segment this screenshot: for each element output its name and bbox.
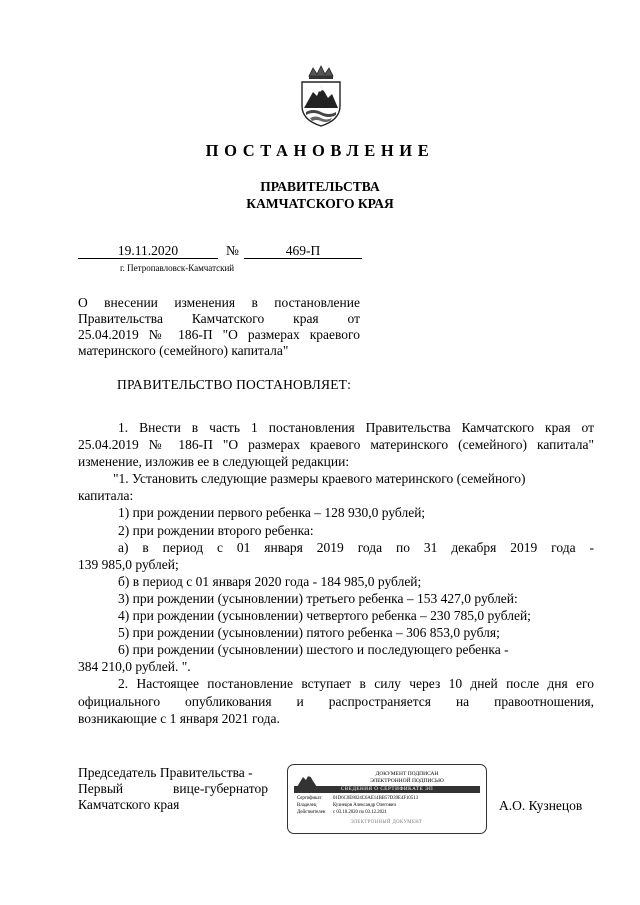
signer-name: А.О. Кузнецов xyxy=(499,798,583,813)
body-line: официального опубликования и распространяется на правоотношения, xyxy=(78,693,594,709)
stamp-row-validity xyxy=(297,810,387,816)
stamp-value: Кузнецов Александр Олегович xyxy=(333,803,396,808)
issuer-line-1: ПРАВИТЕЛЬСТВА xyxy=(260,179,380,194)
electronic-signature-stamp xyxy=(287,764,487,834)
signatory-position xyxy=(78,765,268,813)
list-item: 4) при рождении (усыновлении) четвертого ребенка – 230 785,0 рублей; xyxy=(118,608,531,624)
issuer xyxy=(0,178,640,212)
list-item: б) в период с 01 января 2020 года - 184 985,0 рублей; xyxy=(118,573,422,589)
body-line: 1. Внести в часть 1 постановления Правительства Камчатского края от xyxy=(118,420,594,435)
document-type: ПОСТАНОВЛЕНИЕ xyxy=(205,141,435,160)
document-city: г. Петропавловск-Камчатский xyxy=(120,263,235,273)
list-item: 5) при рождении (усыновлении) пятого ребенка – 306 853,0 рубля; xyxy=(118,625,500,641)
decree-formula: ПРАВИТЕЛЬСТВО ПОСТАНОВЛЯЕТ: xyxy=(117,377,352,392)
body-line: 25.04.2019 № 186-П "О размерах краевого материнского (семейного) капитала" xyxy=(78,437,594,453)
stamp-label: Действителен xyxy=(297,810,326,815)
list-item: 2) при рождении второго ребенка: xyxy=(118,522,314,538)
stamp-value: с 03.10.2020 по 03.12.2021 xyxy=(333,810,387,815)
stamp-label: Владелец xyxy=(297,803,317,808)
stamp-row-certificate xyxy=(297,796,418,802)
list-item: 6) при рождении (усыновлении) шестого и последующего ребенка - xyxy=(118,642,509,658)
number-sign: № xyxy=(226,243,239,258)
list-item: 139 985,0 рублей; xyxy=(78,556,179,572)
list-item: а) в период с 01 января 2019 года по 31 декабря 2019 года - xyxy=(118,539,594,555)
coat-of-arms-icon xyxy=(298,62,344,128)
stamp-value: 01D6C0E8024C6AE14BB57D39E4F10513 xyxy=(333,796,419,801)
position-line: Первый вице-губернатор xyxy=(78,781,268,796)
subject-line: Правительства Камчатского края от xyxy=(78,311,360,326)
stamp-title-line: ДОКУМЕНТ ПОДПИСАН xyxy=(375,771,439,777)
subject-line: О внесении изменения в постановление xyxy=(78,295,360,310)
list-item: 1) при рождении первого ребенка – 128 930,0 рублей; xyxy=(118,505,426,521)
subject-line: 25.04.2019 № 186-П "О размерах краевого xyxy=(78,327,360,342)
list-item: 3) при рождении (усыновлении) третьего ребенка – 153 427,0 рублей: xyxy=(118,590,518,606)
issuer-line-2: КАМЧАТСКОГО КРАЯ xyxy=(246,196,394,211)
body-line: изменение, изложив ее в следующей редакции: xyxy=(78,454,350,470)
document-body xyxy=(78,419,594,727)
body-line: возникающие с 1 января 2021 года. xyxy=(78,710,280,726)
body-line: 2. Настоящее постановление вступает в силу через 10 дней после дня его xyxy=(118,676,594,692)
subject-line: материнского (семейного) капитала" xyxy=(78,343,289,358)
position-line: Председатель Правительства - xyxy=(78,765,253,780)
stamp-title xyxy=(332,771,482,784)
stamp-title-line: ЭЛЕКТРОННОЙ ПОДПИСЬЮ xyxy=(370,777,444,784)
body-line: капитала: xyxy=(78,488,134,504)
stamp-label: Сертификат xyxy=(297,796,322,801)
document-subject xyxy=(78,295,360,359)
document-number: 469-П xyxy=(244,243,362,259)
list-item: 384 210,0 рублей. ". xyxy=(78,659,191,675)
body-line: "1. Установить следующие размеры краевого материнского (семейного) xyxy=(113,471,526,487)
document-date: 19.11.2020 xyxy=(78,243,218,259)
position-line: Камчатского края xyxy=(78,797,180,812)
stamp-row-owner xyxy=(297,803,396,809)
stamp-footer: ЭЛЕКТРОННЫЙ ДОКУМЕНТ xyxy=(350,820,423,825)
stamp-header-bar: СВЕДЕНИЯ О СЕРТИФИКАТЕ ЭП xyxy=(294,786,480,793)
